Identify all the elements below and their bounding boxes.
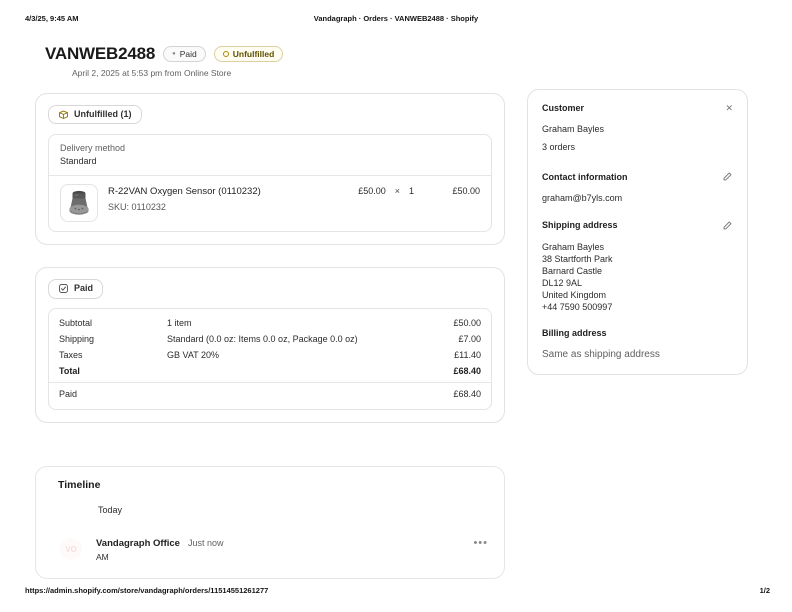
- oxygen-sensor-image: [66, 188, 92, 218]
- payment-summary-card: [48, 308, 492, 410]
- page-title: VANWEB2488: [45, 44, 156, 63]
- customer-heading-row: [542, 103, 733, 113]
- product-sku: SKU: 0110232: [108, 202, 166, 213]
- line-item-row: [49, 176, 491, 231]
- print-page-indicator: 1/2: [759, 586, 770, 595]
- print-datetime: 4/3/25, 9:45 AM: [25, 14, 79, 23]
- row-detail: [167, 389, 453, 399]
- package-icon: [58, 109, 69, 120]
- summary-row-taxes: [49, 347, 491, 363]
- order-sidebar: [527, 89, 748, 375]
- shipping-address-block: [542, 241, 733, 313]
- address-line: DL12 9AL: [542, 277, 583, 288]
- row-label: Taxes: [59, 350, 83, 361]
- address-line: Graham Bayles: [542, 241, 605, 252]
- unfulfilled-count-label: Unfulfilled (1): [74, 109, 132, 119]
- fulfillment-status-label: Unfulfilled: [232, 48, 275, 59]
- line-total: £50.00: [452, 186, 480, 197]
- edit-contact-icon[interactable]: [722, 171, 733, 182]
- timeline-event-body: [96, 538, 473, 562]
- unfulfilled-count-badge: [48, 105, 142, 124]
- customer-orders-count: 3 orders: [542, 141, 576, 152]
- quantity: 1: [408, 186, 414, 197]
- event-timestamp: Just now: [187, 538, 224, 549]
- billing-address-heading: Billing address: [542, 327, 607, 338]
- print-url: https://admin.shopify.com/store/vandagraph/orders/11514551261277: [25, 586, 269, 595]
- line-item-info: [108, 184, 320, 212]
- summary-row-paid: [49, 386, 491, 402]
- row-label: Paid: [59, 389, 78, 400]
- paid-badge-label: Paid: [74, 283, 94, 294]
- order-date-line: April 2, 2025 at 5:53 pm from Online Store: [72, 68, 232, 78]
- shipping-heading-row: [542, 220, 733, 231]
- row-amount: £50.00: [453, 318, 481, 329]
- product-thumbnail: [60, 184, 98, 222]
- close-icon[interactable]: ✕: [725, 102, 733, 113]
- payment-card: [35, 267, 505, 423]
- delivery-method-value: Standard: [60, 155, 97, 166]
- shipping-address-heading: Shipping address: [542, 220, 618, 231]
- order-main-column: [35, 44, 505, 579]
- payment-status-label: Paid: [179, 48, 197, 59]
- print-document-title: Vandagraph · Orders · VANWEB2488 · Shopify: [313, 14, 479, 23]
- filled-dot-icon: ●: [172, 51, 176, 57]
- delivery-method-label: Delivery method: [60, 143, 126, 154]
- address-line: United Kingdom: [542, 289, 607, 300]
- event-author: Vandagraph Office: [96, 538, 180, 550]
- paid-badge: [48, 279, 103, 298]
- contact-heading-row: [542, 171, 733, 182]
- billing-address-value: Same as shipping address: [542, 348, 660, 360]
- product-name-link[interactable]: R-22VAN Oxygen Sensor (0110232): [108, 186, 261, 198]
- timeline-event-header: [96, 538, 473, 549]
- horizontal-dots-menu-icon[interactable]: •••: [473, 537, 488, 550]
- line-item-pricing: [330, 184, 480, 196]
- customer-heading: Customer: [542, 103, 585, 113]
- row-amount: £68.40: [453, 366, 481, 377]
- check-square-icon: [58, 283, 69, 294]
- fulfillment-card: [35, 93, 505, 245]
- payment-status-badge: [163, 46, 206, 62]
- billing-heading-row: [542, 328, 733, 338]
- row-label: Subtotal: [59, 318, 93, 329]
- summary-row-total: [49, 363, 491, 379]
- order-header: [35, 44, 505, 64]
- timeline-event: [49, 538, 492, 562]
- avatar: VO: [60, 538, 82, 560]
- event-text: AM: [96, 552, 109, 563]
- row-amount: £11.40: [454, 350, 481, 361]
- timeline-heading: Timeline: [58, 479, 101, 492]
- row-detail: Standard (0.0 oz: Items 0.0 oz, Package 0.0 oz): [167, 334, 358, 345]
- contact-information-heading: Contact information: [542, 171, 628, 182]
- row-detail: [167, 366, 453, 376]
- unit-price: £50.00: [358, 186, 386, 197]
- pencil-icon: [722, 171, 733, 182]
- row-label: Shipping: [59, 334, 95, 345]
- summary-row-shipping: [49, 331, 491, 347]
- row-label: Total: [59, 366, 80, 377]
- multiply-sign: ×: [394, 186, 400, 197]
- row-detail: 1 item: [167, 318, 192, 329]
- open-circle-icon: [223, 51, 229, 57]
- fulfillment-detail-card: [48, 134, 492, 232]
- timeline-card: [35, 466, 505, 579]
- summary-row-subtotal: [49, 315, 491, 331]
- address-line: 38 Startforth Park: [542, 253, 613, 264]
- customer-card: [527, 89, 748, 375]
- timeline-date-group: Today: [98, 505, 123, 516]
- address-line: Barnard Castle: [542, 265, 603, 276]
- edit-shipping-icon[interactable]: [722, 220, 733, 231]
- row-detail: GB VAT 20%: [167, 350, 220, 361]
- pencil-icon: [722, 220, 733, 231]
- row-amount: £68.40: [453, 389, 481, 400]
- divider: [49, 382, 491, 383]
- delivery-method-section: [49, 135, 491, 175]
- fulfillment-status-badge: [214, 46, 284, 62]
- row-amount: £7.00: [458, 334, 481, 345]
- customer-email[interactable]: graham@b7yls.com: [542, 193, 623, 204]
- address-line: +44 7590 500997: [542, 301, 613, 312]
- customer-name-link[interactable]: Graham Bayles: [542, 124, 605, 134]
